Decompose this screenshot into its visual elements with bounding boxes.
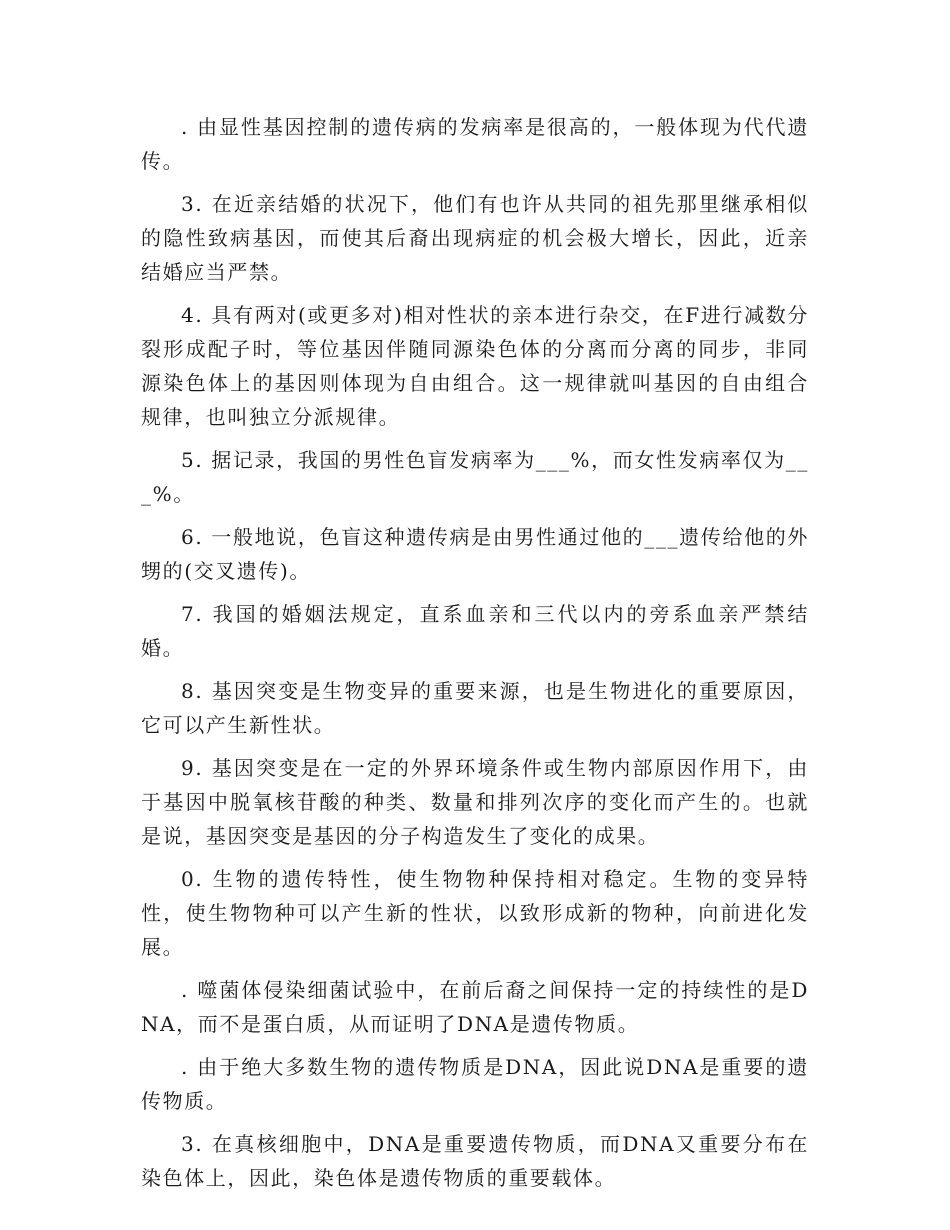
paragraph: 0. 生物的遗传特性，使生物物种保持相对稳定。生物的变异特性，使生物物种可以产生新的性状，以致形成新的物种，向前进化发展。 bbox=[141, 867, 809, 959]
paragraph: . 由于绝大多数生物的遗传物质是DNA，因此说DNA是重要的遗传物质。 bbox=[141, 1055, 809, 1113]
paragraph: 5. 据记录，我国的男性色盲发病率为___%，而女性发病率仅为___%。 bbox=[141, 448, 809, 506]
paragraph: . 由显性基因控制的遗传病的发病率是很高的，一般体现为代代遗传。 bbox=[141, 115, 809, 173]
paragraph: . 噬菌体侵染细菌试验中，在前后裔之间保持一定的持续性的是DNA，而不是蛋白质，从而证明了DNA是遗传物质。 bbox=[141, 978, 809, 1036]
paragraph: 6. 一般地说，色盲这种遗传病是由男性通过他的___遗传给他的外甥的(交叉遗传)。 bbox=[141, 525, 809, 583]
paragraph: 4. 具有两对(或更多对)相对性状的亲本进行杂交，在F进行减数分裂形成配子时，等位基因伴随同源染色体的分离而分离的同步，非同源染色体上的基因则体现为自由组合。这一规律就叫基因的自由组合规律，也叫独立分派规律。 bbox=[141, 303, 809, 429]
paragraph: 8. 基因突变是生物变异的重要来源，也是生物进化的重要原因，它可以产生新性状。 bbox=[141, 679, 809, 737]
paragraph: 9. 基因突变是在一定的外界环境条件或生物内部原因作用下，由于基因中脱氧核苷酸的种类、数量和排列次序的变化而产生的。也就是说，基因突变是基因的分子构造发生了变化的成果。 bbox=[141, 756, 809, 848]
paragraph: 7. 我国的婚姻法规定，直系血亲和三代以内的旁系血亲严禁结婚。 bbox=[141, 602, 809, 660]
paragraph: 3. 在近亲结婚的状况下，他们有也许从共同的祖先那里继承相似的隐性致病基因，而使其后裔出现病症的机会极大增长，因此，近亲结婚应当严禁。 bbox=[141, 192, 809, 284]
document-body bbox=[141, 110, 809, 1204]
paragraph: 3. 在真核细胞中，DNA是重要遗传物质，而DNA又重要分布在染色体上，因此，染色体是遗传物质的重要载体。 bbox=[141, 1132, 809, 1190]
